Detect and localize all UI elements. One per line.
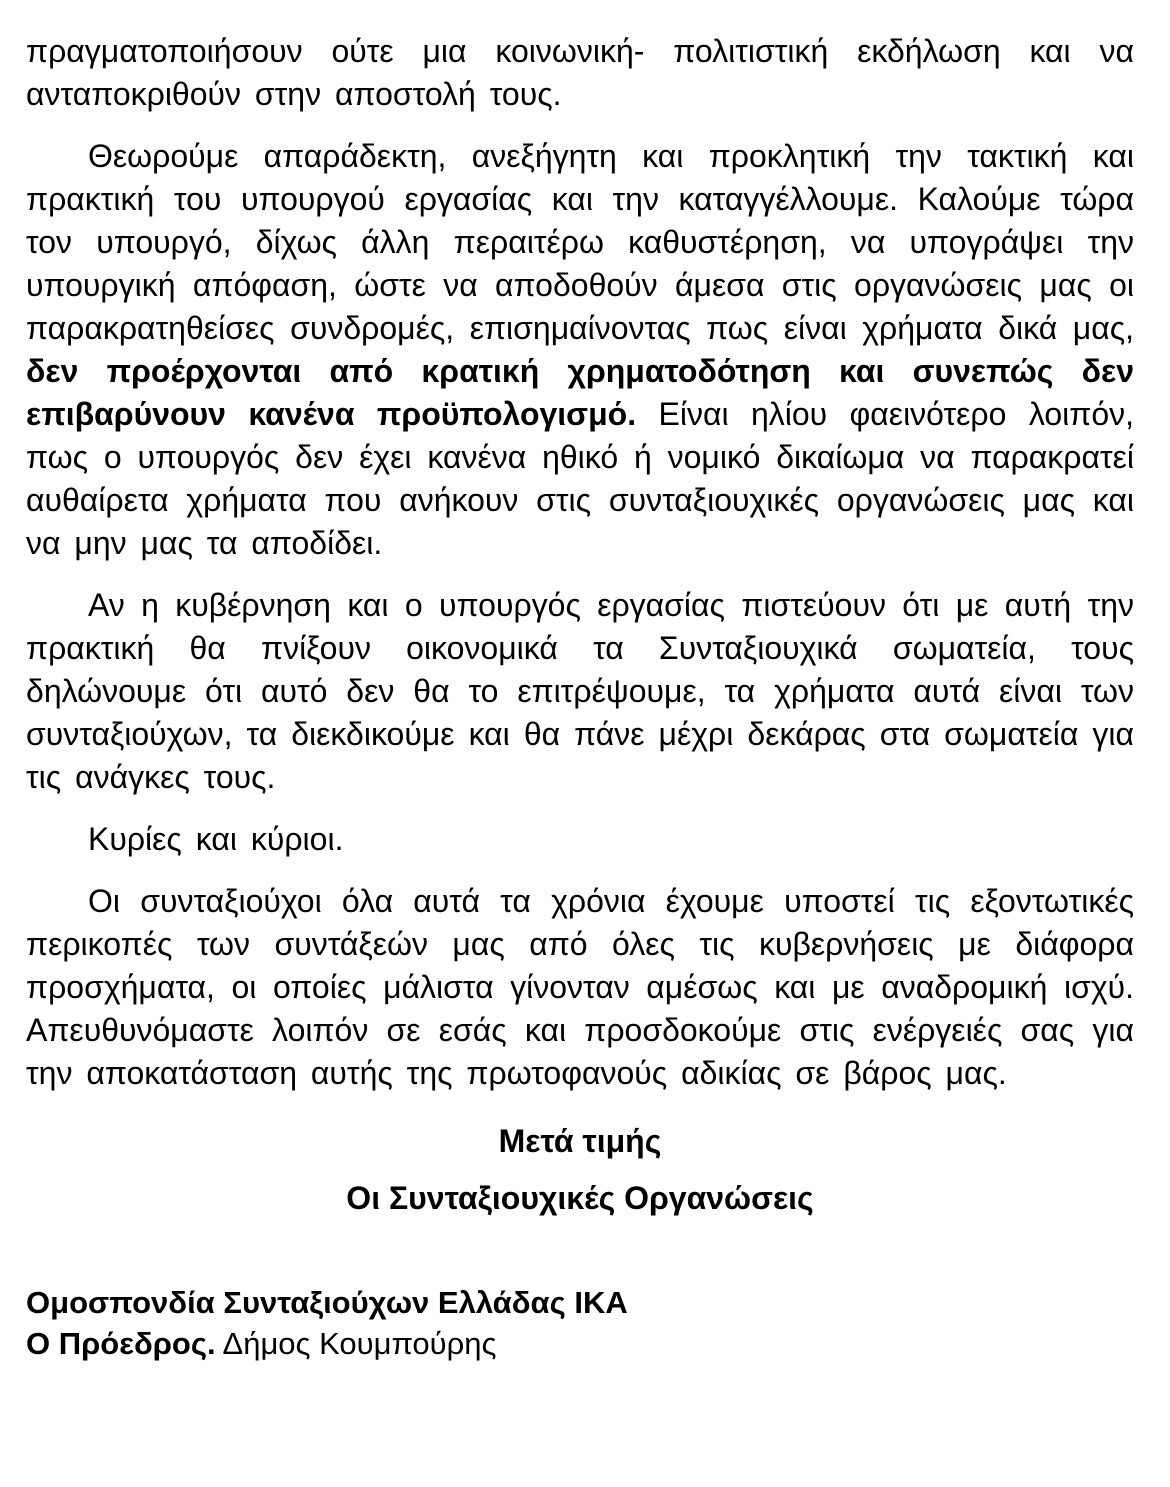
closing-signatory-group: Οι Συνταξιουχικές Οργανώσεις [346, 1180, 814, 1216]
closing-salutation: Μετά τιμής [498, 1123, 662, 1159]
paragraph-appeal: Οι συνταξιούχοι όλα αυτά τα χρόνια έχουμε υποστεί τις εξοντωτικές περικοπές των συντάξεών μας από όλες τις κυβερνήσεις με διάφορα προσχήματα, οι οποίες μάλιστα γίνονταν αμέσως και με αναδρομική ισχύ. Απευθυνόμαστε λοιπόν σε εσάς και προσδοκούμε στις ενέργειές σας για την αποκατάσταση αυτής της πρωτοφανούς αδικίας σε βάρος μας. [26, 883, 1134, 1091]
signature-person-line [26, 1323, 1134, 1364]
signature-role-label: Ο Πρόεδρος. [26, 1326, 216, 1361]
paragraph-denouncement [26, 135, 1134, 565]
paragraph-continuation: πραγματοποιήσουν ούτε μια κοινωνική- πολιτιστική εκδήλωση και να ανταποκριθούν στην αποστολή τους. [26, 33, 1134, 112]
paragraph-warning: Αν η κυβέρνηση και ο υπουργός εργασίας πιστεύουν ότι με αυτή την πρακτική θα πνίξουν οικονομικά τα Συνταξιουχικά σωματεία, τους δηλώνουμε ότι αυτό δεν θα το επιτρέψουμε, τα χρήματα αυτά είναι των συνταξιούχων, τα διεκδικούμε και θα πάνε μέχρι δεκάρας στα σωματεία για τις ανάγκες τους. [26, 587, 1134, 795]
signature-block [26, 1282, 1134, 1364]
signature-person-name: Δήμος Κουμπούρης [222, 1326, 497, 1361]
paragraph-denouncement-tail: Είναι ηλίου φαεινότερο λοιπόν, πως ο υπουργός δεν έχει κανένα ηθικό ή νομικό δικαίωμα να παρακρατεί αυθαίρετα χρήματα που ανήκουν στις συνταξιουχικές οργανώσεις μας και να μην μας τα αποδίδει. [26, 396, 1135, 561]
paragraph-denouncement-lead: Θεωρούμε απαράδεκτη, ανεξήγητη και προκλητική την τακτική και πρακτική του υπουργού εργασίας και την καταγγέλλουμε. Καλούμε τώρα τον υπουργό, δίχως άλλη περαιτέρω καθυστέρηση, να υπογράψει την υπουργική απόφαση, ώστε να αποδοθούν άμεσα στις οργανώσεις μας οι παρακρατηθείσες συνδρομές, επισημαίνοντας πως είναι χρήματα δικά μας, [26, 138, 1134, 346]
signature-organization: Ομοσπονδία Συνταξιούχων Ελλάδας ΙΚΑ [26, 1285, 628, 1320]
paragraph-address-line: Κυρίες και κύριοι. [88, 821, 344, 857]
paragraph-denouncement-bold-emphasis: δεν προέρχονται από κρατική χρηματοδότηση και συνεπώς δεν επιβαρύνουν κανένα προϋπολογισμό. [26, 353, 1134, 432]
